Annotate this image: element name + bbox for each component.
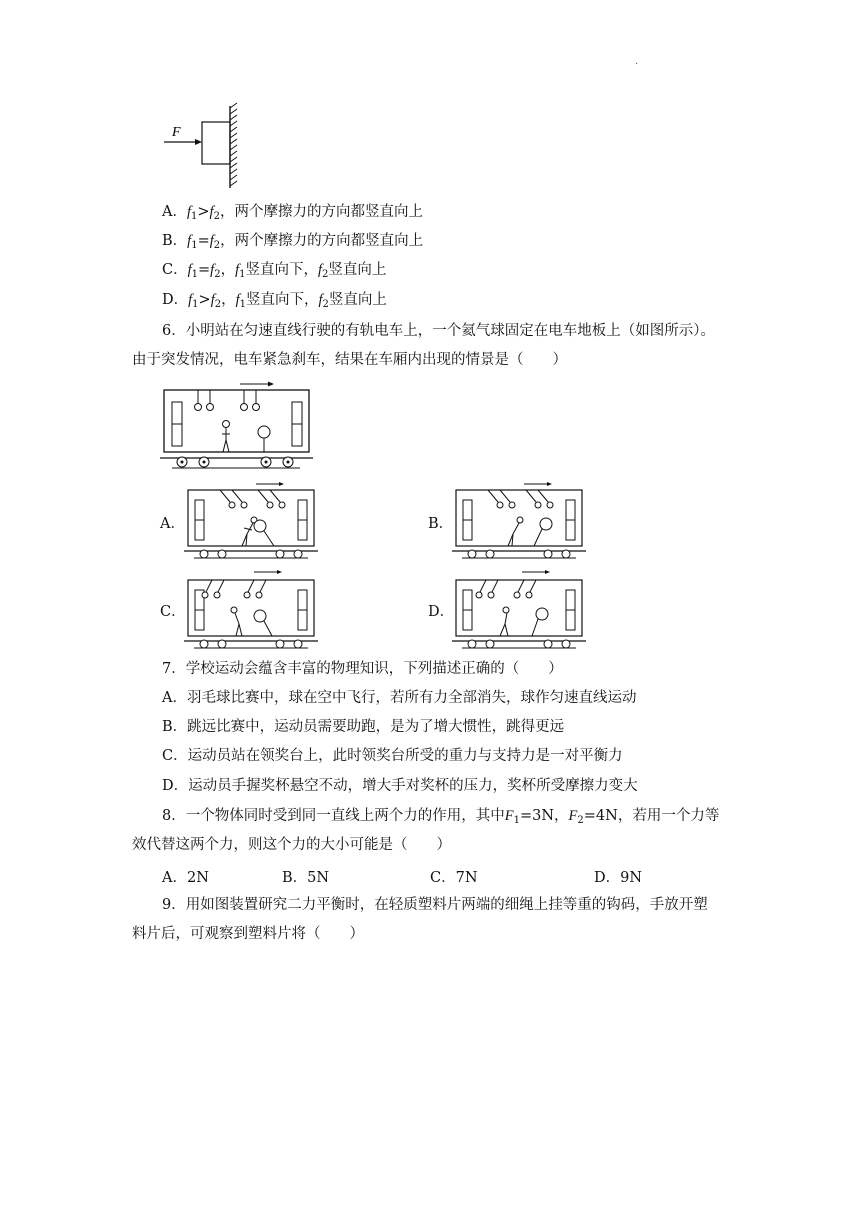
q8-choice-b: B．5N [282,870,330,886]
q6-label-a: A． [160,516,185,532]
q5-option-b: B．$f_1=f_2$，两个摩擦力的方向都竖直向上 [162,233,424,251]
tram-option-c-figure [184,568,320,650]
tram-option-b-figure [452,480,588,560]
tram-option-a-figure [184,480,320,560]
q6-stem-line1: 6．小明站在匀速直线行驶的有轨电车上，一个氦气球固定在电车地板上（如图所示）。 [162,323,715,339]
force-label: F [172,125,181,140]
q8-stem-line1: 8．一个物体同时受到同一直线上两个力的作用，其中$F_1=3N$，$F_2=4N$，若用一个力等 [162,808,720,826]
q6-label-b: B． [428,516,454,532]
q8-stem-line2: 效代替这两个力，则这个力的大小可能是（ ） [132,837,451,853]
q5-option-d: D．$f_1>f_2$，$f_1$竖直向下，$f_2$竖直向上 [162,292,387,310]
q9-stem-line2: 料片后，可观察到塑料片将（ ） [132,926,364,942]
q6-stem-line2: 由于突发情况，电车紧急刹车，结果在车厢内出现的情景是（ ） [132,352,567,368]
q8-choice-a: A．2N [162,870,209,886]
q7-option-c: C．运动员站在领奖台上，此时领奖台所受的重力与支持力是一对平衡力 [162,748,623,764]
q5-option-c: C．$f_1=f_2$，$f_1$竖直向下，$f_2$竖直向上 [162,262,387,280]
q7-option-b: B．跳远比赛中，运动员需要助跑，是为了增大惯性，跳得更远 [162,719,565,735]
q7-option-d: D．运动员手握奖杯悬空不动，增大手对奖杯的压力，奖杯所受摩擦力变大 [162,778,638,794]
q5-option-a: A．$f_1>f_2$，两个摩擦力的方向都竖直向上 [162,204,423,222]
force-wall-figure [160,100,250,192]
q8-choice-d: D．9N [594,870,643,886]
tram-main-figure [160,378,315,470]
q7-stem: 7．学校运动会蕴含丰富的物理知识，下列描述正确的（ ） [162,661,563,677]
q7-option-a: A．羽毛球比赛中，球在空中飞行，若所有力全部消失，球作匀速直线运动 [162,690,637,706]
q9-stem-line1: 9．用如图装置研究二力平衡时，在轻质塑料片两端的细绳上挂等重的钩码，手放开塑 [162,897,708,913]
q8-choice-c: C．7N [430,870,478,886]
q6-label-c: C． [160,604,186,620]
q6-label-d: D． [428,604,455,620]
header-mark: . [635,56,639,67]
tram-option-d-figure [452,568,588,650]
